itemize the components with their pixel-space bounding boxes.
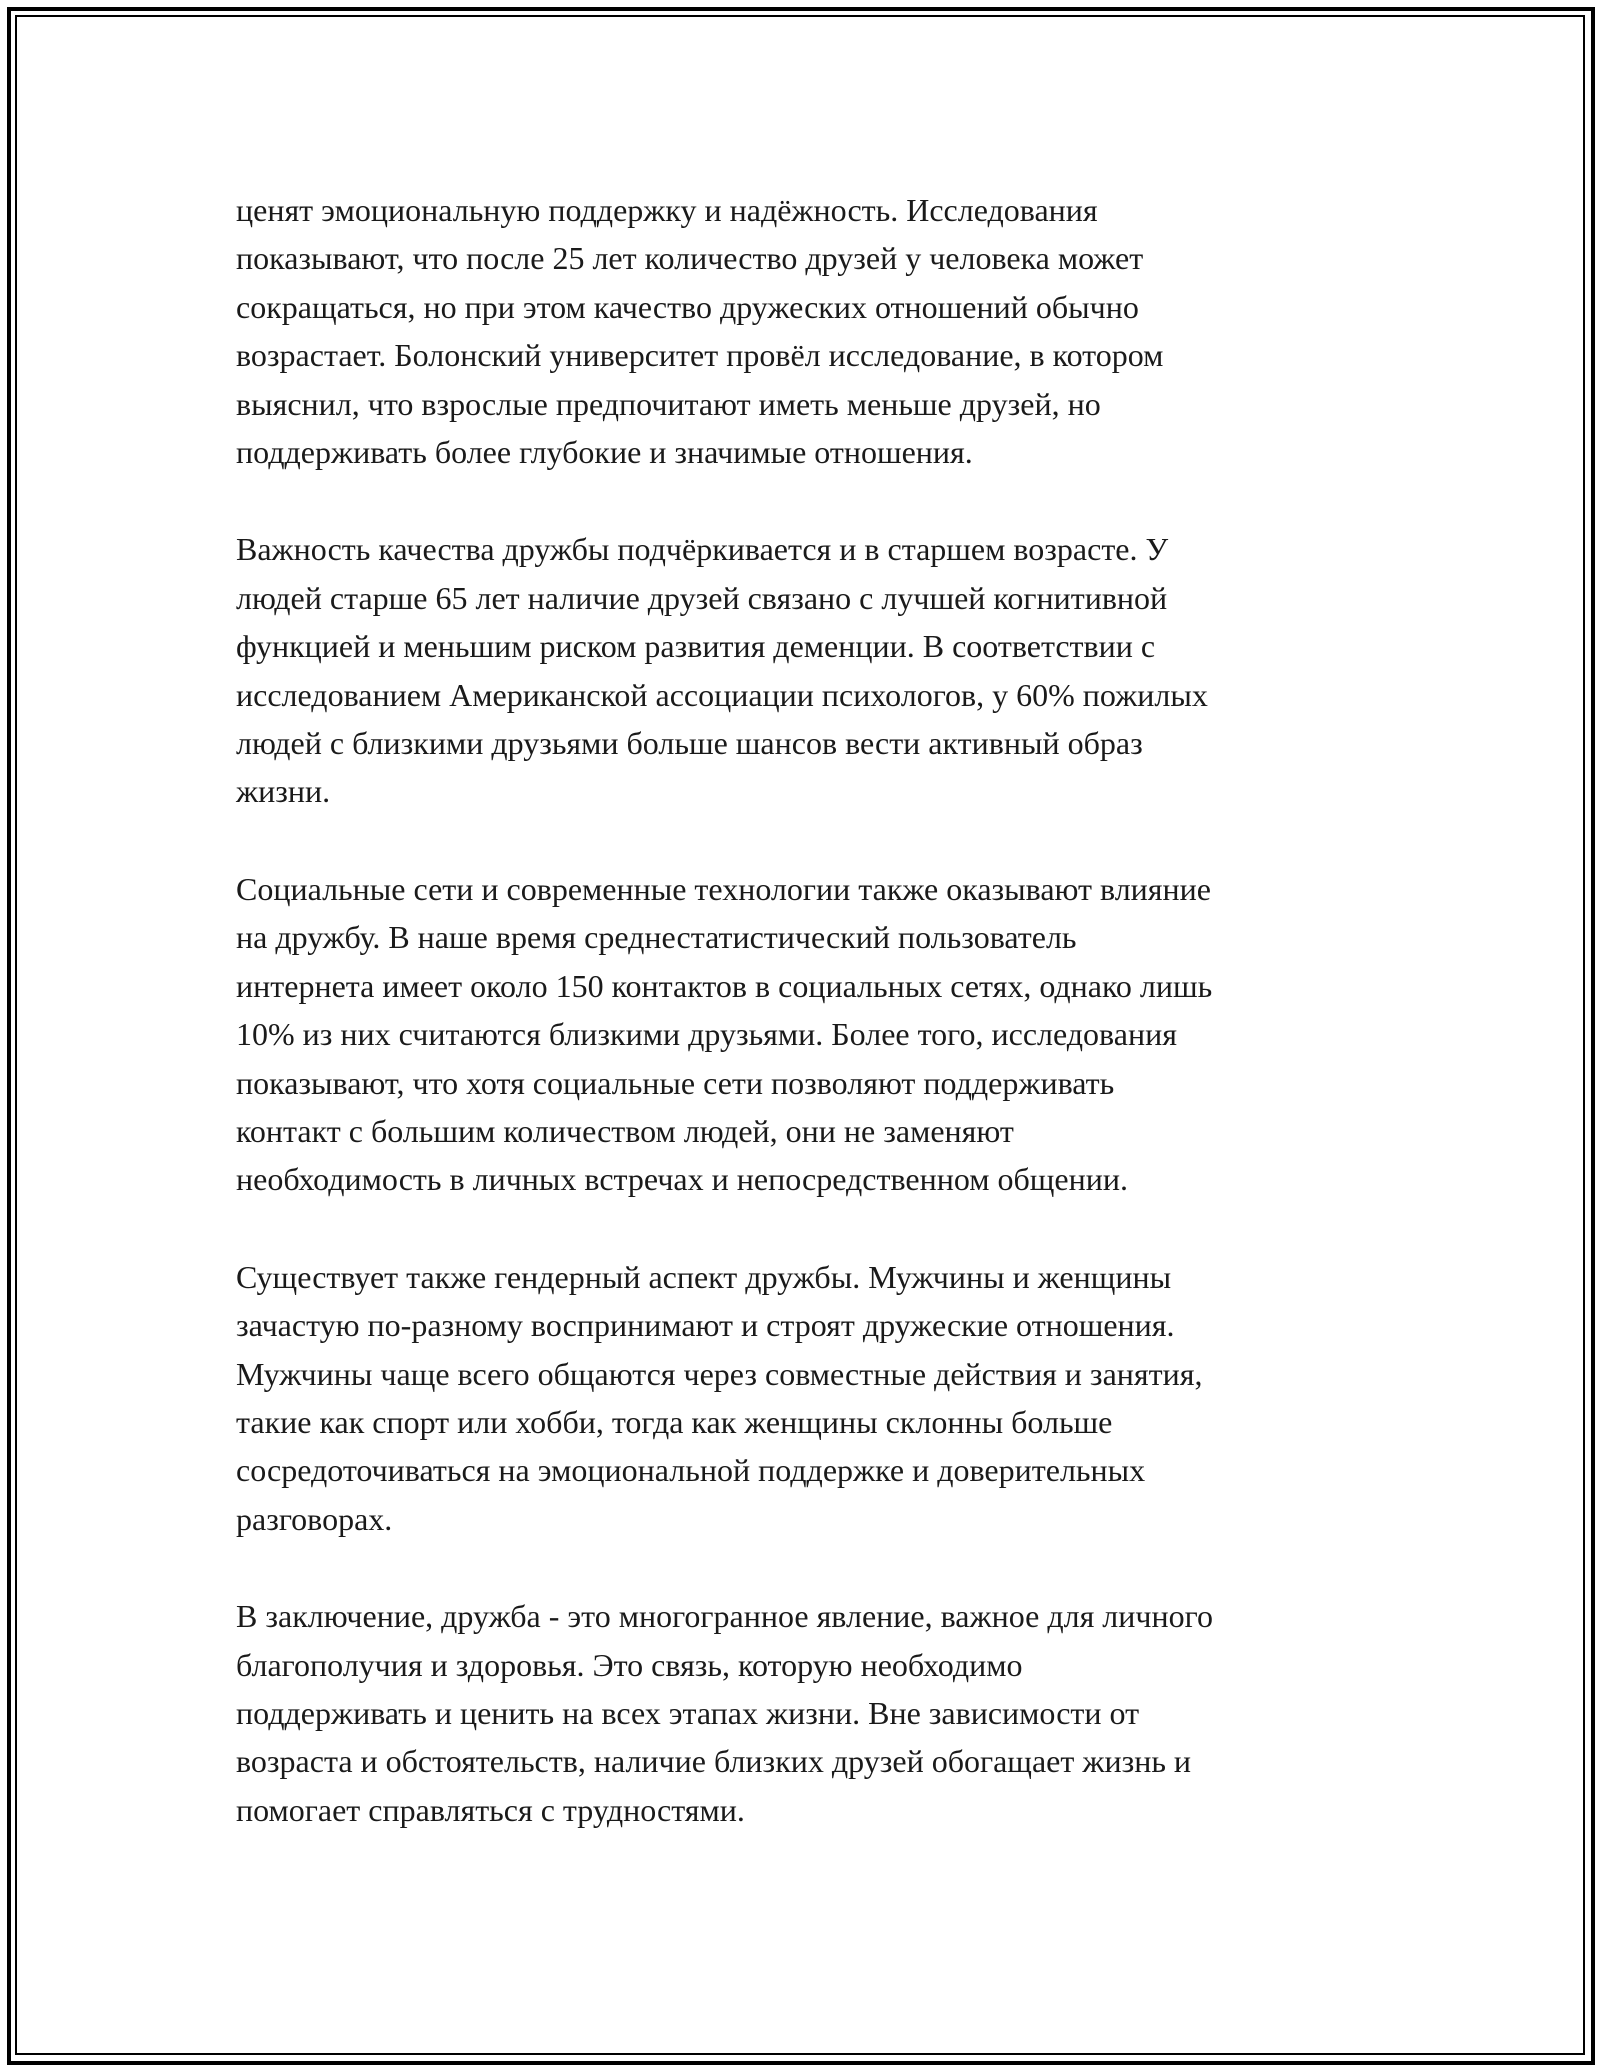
text-line: разговорах. [236, 1500, 393, 1537]
text-line: поддерживать и ценить на всех этапах жизни. Вне зависимости от [236, 1694, 1140, 1731]
text-line: Социальные сети и современные технологии также оказывают влияние [236, 870, 1211, 907]
text-line: такие как спорт или хобби, тогда как женщины склонны больше [236, 1403, 1113, 1440]
text-line: помогает справляться с трудностями. [236, 1791, 745, 1828]
text-line: людей старше 65 лет наличие друзей связано с лучшей когнитивной [236, 579, 1168, 616]
text-line: показывают, что после 25 лет количество друзей у человека может [236, 240, 1144, 277]
text-line: благополучия и здоровья. Это связь, которую необходимо [236, 1646, 1023, 1683]
paragraph-2 [236, 525, 1376, 815]
text-line: зачастую по-разному воспринимают и строят дружеские отношения. [236, 1307, 1175, 1344]
text-line: жизни. [236, 773, 331, 810]
paragraph-4 [236, 1253, 1376, 1543]
text-line: Существует также гендерный аспект дружбы. Мужчины и женщины [236, 1258, 1172, 1295]
document-body [236, 186, 1376, 1883]
text-line: ценят эмоциональную поддержку и надёжность. Исследования [236, 192, 1098, 228]
text-line: сосредоточиваться на эмоциональной поддержке и доверительных [236, 1452, 1146, 1489]
text-line: поддерживать более глубокие и значимые отношения. [236, 434, 973, 471]
text-line: на дружбу. В наше время среднестатистический пользователь [236, 919, 1077, 956]
text-line: Важность качества дружбы подчёркивается и в старшем возрасте. У [236, 531, 1169, 568]
text-line: необходимость в личных встречах и непосредственном общении. [236, 1161, 1128, 1198]
text-line: контакт с большим количеством людей, они не заменяют [236, 1112, 1014, 1149]
text-line: возраста и обстоятельств, наличие близких друзей обогащает жизнь и [236, 1743, 1192, 1780]
text-line: показывают, что хотя социальные сети позволяют поддерживать [236, 1064, 1115, 1101]
paragraph-1 [236, 186, 1376, 476]
text-line: возрастает. Болонский университет провёл исследование, в котором [236, 337, 1164, 374]
text-line: людей с близкими друзьями больше шансов вести активный образ [236, 725, 1143, 762]
text-line: В заключение, дружба - это многогранное явление, важное для личного [236, 1598, 1213, 1635]
text-line: Мужчины чаще всего общаются через совместные действия и занятия, [236, 1355, 1203, 1392]
text-line: выяснил, что взрослые предпочитают иметь меньше друзей, но [236, 385, 1101, 422]
paragraph-3 [236, 865, 1376, 1204]
text-line: исследованием Американской ассоциации психологов, у 60% пожилых [236, 676, 1208, 713]
text-line: 10% из них считаются близкими друзьями. Более того, исследования [236, 1016, 1177, 1053]
text-line: сокращаться, но при этом качество дружеских отношений обычно [236, 288, 1139, 325]
paragraph-5 [236, 1592, 1376, 1834]
text-line: функцией и меньшим риском развития деменции. В соответствии с [236, 628, 1156, 665]
text-line: интернета имеет около 150 контактов в социальных сетях, однако лишь [236, 967, 1213, 1004]
